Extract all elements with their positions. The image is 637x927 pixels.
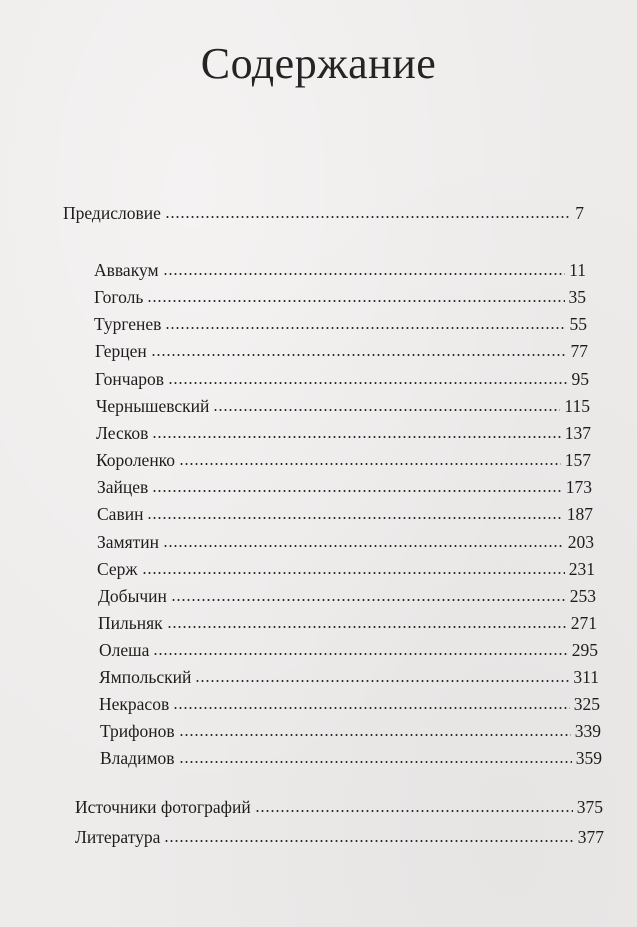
dot-leader xyxy=(162,825,575,843)
dot-leader xyxy=(151,638,569,656)
toc-entry[interactable] xyxy=(98,611,597,637)
toc-entry-name: Тургенев xyxy=(94,313,162,334)
toc-entry-page: 295 xyxy=(571,639,598,660)
toc-entry-page: 375 xyxy=(576,796,603,817)
toc-entry-name: Савин xyxy=(97,503,144,524)
toc-entry-page: 55 xyxy=(569,313,587,334)
toc-entry-page: 325 xyxy=(573,693,600,714)
dot-leader xyxy=(165,611,569,629)
toc-entry-name: Чернышевский xyxy=(96,395,210,416)
dot-leader xyxy=(163,201,573,219)
dot-leader xyxy=(166,367,569,385)
toc-entry-name: Литература xyxy=(75,826,161,847)
toc-entry[interactable] xyxy=(94,285,586,311)
toc-entry[interactable] xyxy=(96,394,590,420)
toc-entry-name: Замятин xyxy=(97,531,160,552)
toc-entry-name: Зайцев xyxy=(97,476,149,497)
toc-entry[interactable] xyxy=(99,665,599,691)
toc-entry[interactable] xyxy=(97,557,595,583)
toc-entry-page: 359 xyxy=(575,747,602,768)
toc-entry-name: Предисловие xyxy=(63,202,161,223)
dot-leader xyxy=(177,448,563,466)
toc-entry[interactable] xyxy=(96,448,591,474)
dot-leader xyxy=(149,339,569,357)
toc-entry-page: 7 xyxy=(575,202,584,223)
dot-leader xyxy=(253,795,575,813)
toc-entry-page: 157 xyxy=(564,449,591,470)
dot-leader xyxy=(140,557,567,575)
dot-leader xyxy=(171,692,572,710)
toc-entry-page: 271 xyxy=(570,612,597,633)
toc-entry-page: 11 xyxy=(569,259,586,280)
toc-entry[interactable] xyxy=(100,719,601,745)
page-title: Содержание xyxy=(200,39,437,88)
dot-leader xyxy=(150,421,562,439)
toc-entry-page: 231 xyxy=(568,558,595,579)
toc-entry-name: Трифонов xyxy=(100,720,175,741)
toc-entry-page: 115 xyxy=(564,395,590,416)
toc-entry-page: 95 xyxy=(571,368,589,389)
toc-entry-name: Гоголь xyxy=(94,286,144,307)
toc-entry-name: Аввакум xyxy=(94,259,159,280)
toc-entry-page: 339 xyxy=(574,720,601,741)
dot-leader xyxy=(211,394,562,412)
toc-entry-back[interactable] xyxy=(75,795,603,821)
toc-entry[interactable] xyxy=(99,638,598,664)
dot-leader xyxy=(145,502,564,520)
toc-entry-page: 173 xyxy=(565,476,592,497)
dot-leader xyxy=(163,312,567,330)
dot-leader xyxy=(145,285,566,303)
toc-entry[interactable] xyxy=(97,502,593,528)
toc-entry-name: Серж xyxy=(97,558,138,579)
toc-entry-page: 377 xyxy=(577,826,604,847)
toc-entry-name: Ямпольский xyxy=(99,666,192,687)
dot-leader xyxy=(177,719,573,737)
toc-entry[interactable] xyxy=(97,475,592,501)
dot-leader xyxy=(169,584,568,602)
toc-entry[interactable] xyxy=(94,312,587,338)
toc-entry[interactable] xyxy=(96,421,591,447)
toc-entry-page: 187 xyxy=(566,503,593,524)
toc-entry-page: 35 xyxy=(568,286,586,307)
toc-entry[interactable] xyxy=(97,530,594,556)
dot-leader xyxy=(177,746,574,764)
toc-entry-front[interactable] xyxy=(63,201,584,227)
toc-entry-name: Лесков xyxy=(96,422,149,443)
toc-entry-name: Некрасов xyxy=(99,693,170,714)
toc-entry-page: 203 xyxy=(567,531,594,552)
toc-entry-name: Пильняк xyxy=(98,612,163,633)
toc-entry[interactable] xyxy=(100,746,602,772)
toc-entry-name: Добычин xyxy=(98,585,167,606)
toc-entry-name: Олеша xyxy=(99,639,150,660)
toc-entry[interactable] xyxy=(95,367,589,393)
dot-leader xyxy=(161,258,568,276)
toc-entry-name: Герцен xyxy=(95,340,147,361)
toc-entry[interactable] xyxy=(99,692,600,718)
toc-entry-page: 253 xyxy=(569,585,596,606)
dot-leader xyxy=(161,530,566,548)
toc-entry-name: Источники фотографий xyxy=(75,796,251,817)
toc-entry-page: 77 xyxy=(570,340,588,361)
toc-entry-back[interactable] xyxy=(75,825,604,851)
toc-entry[interactable] xyxy=(94,258,586,284)
toc-entry[interactable] xyxy=(95,339,588,365)
toc-entry-name: Короленко xyxy=(96,449,176,470)
dot-leader xyxy=(193,665,571,683)
toc-entry[interactable] xyxy=(98,584,596,610)
toc-entry-page: 137 xyxy=(564,422,591,443)
toc-entry-name: Гончаров xyxy=(95,368,165,389)
dot-leader xyxy=(150,475,563,493)
toc-entry-page: 311 xyxy=(573,666,599,687)
toc-entry-name: Владимов xyxy=(100,747,175,768)
